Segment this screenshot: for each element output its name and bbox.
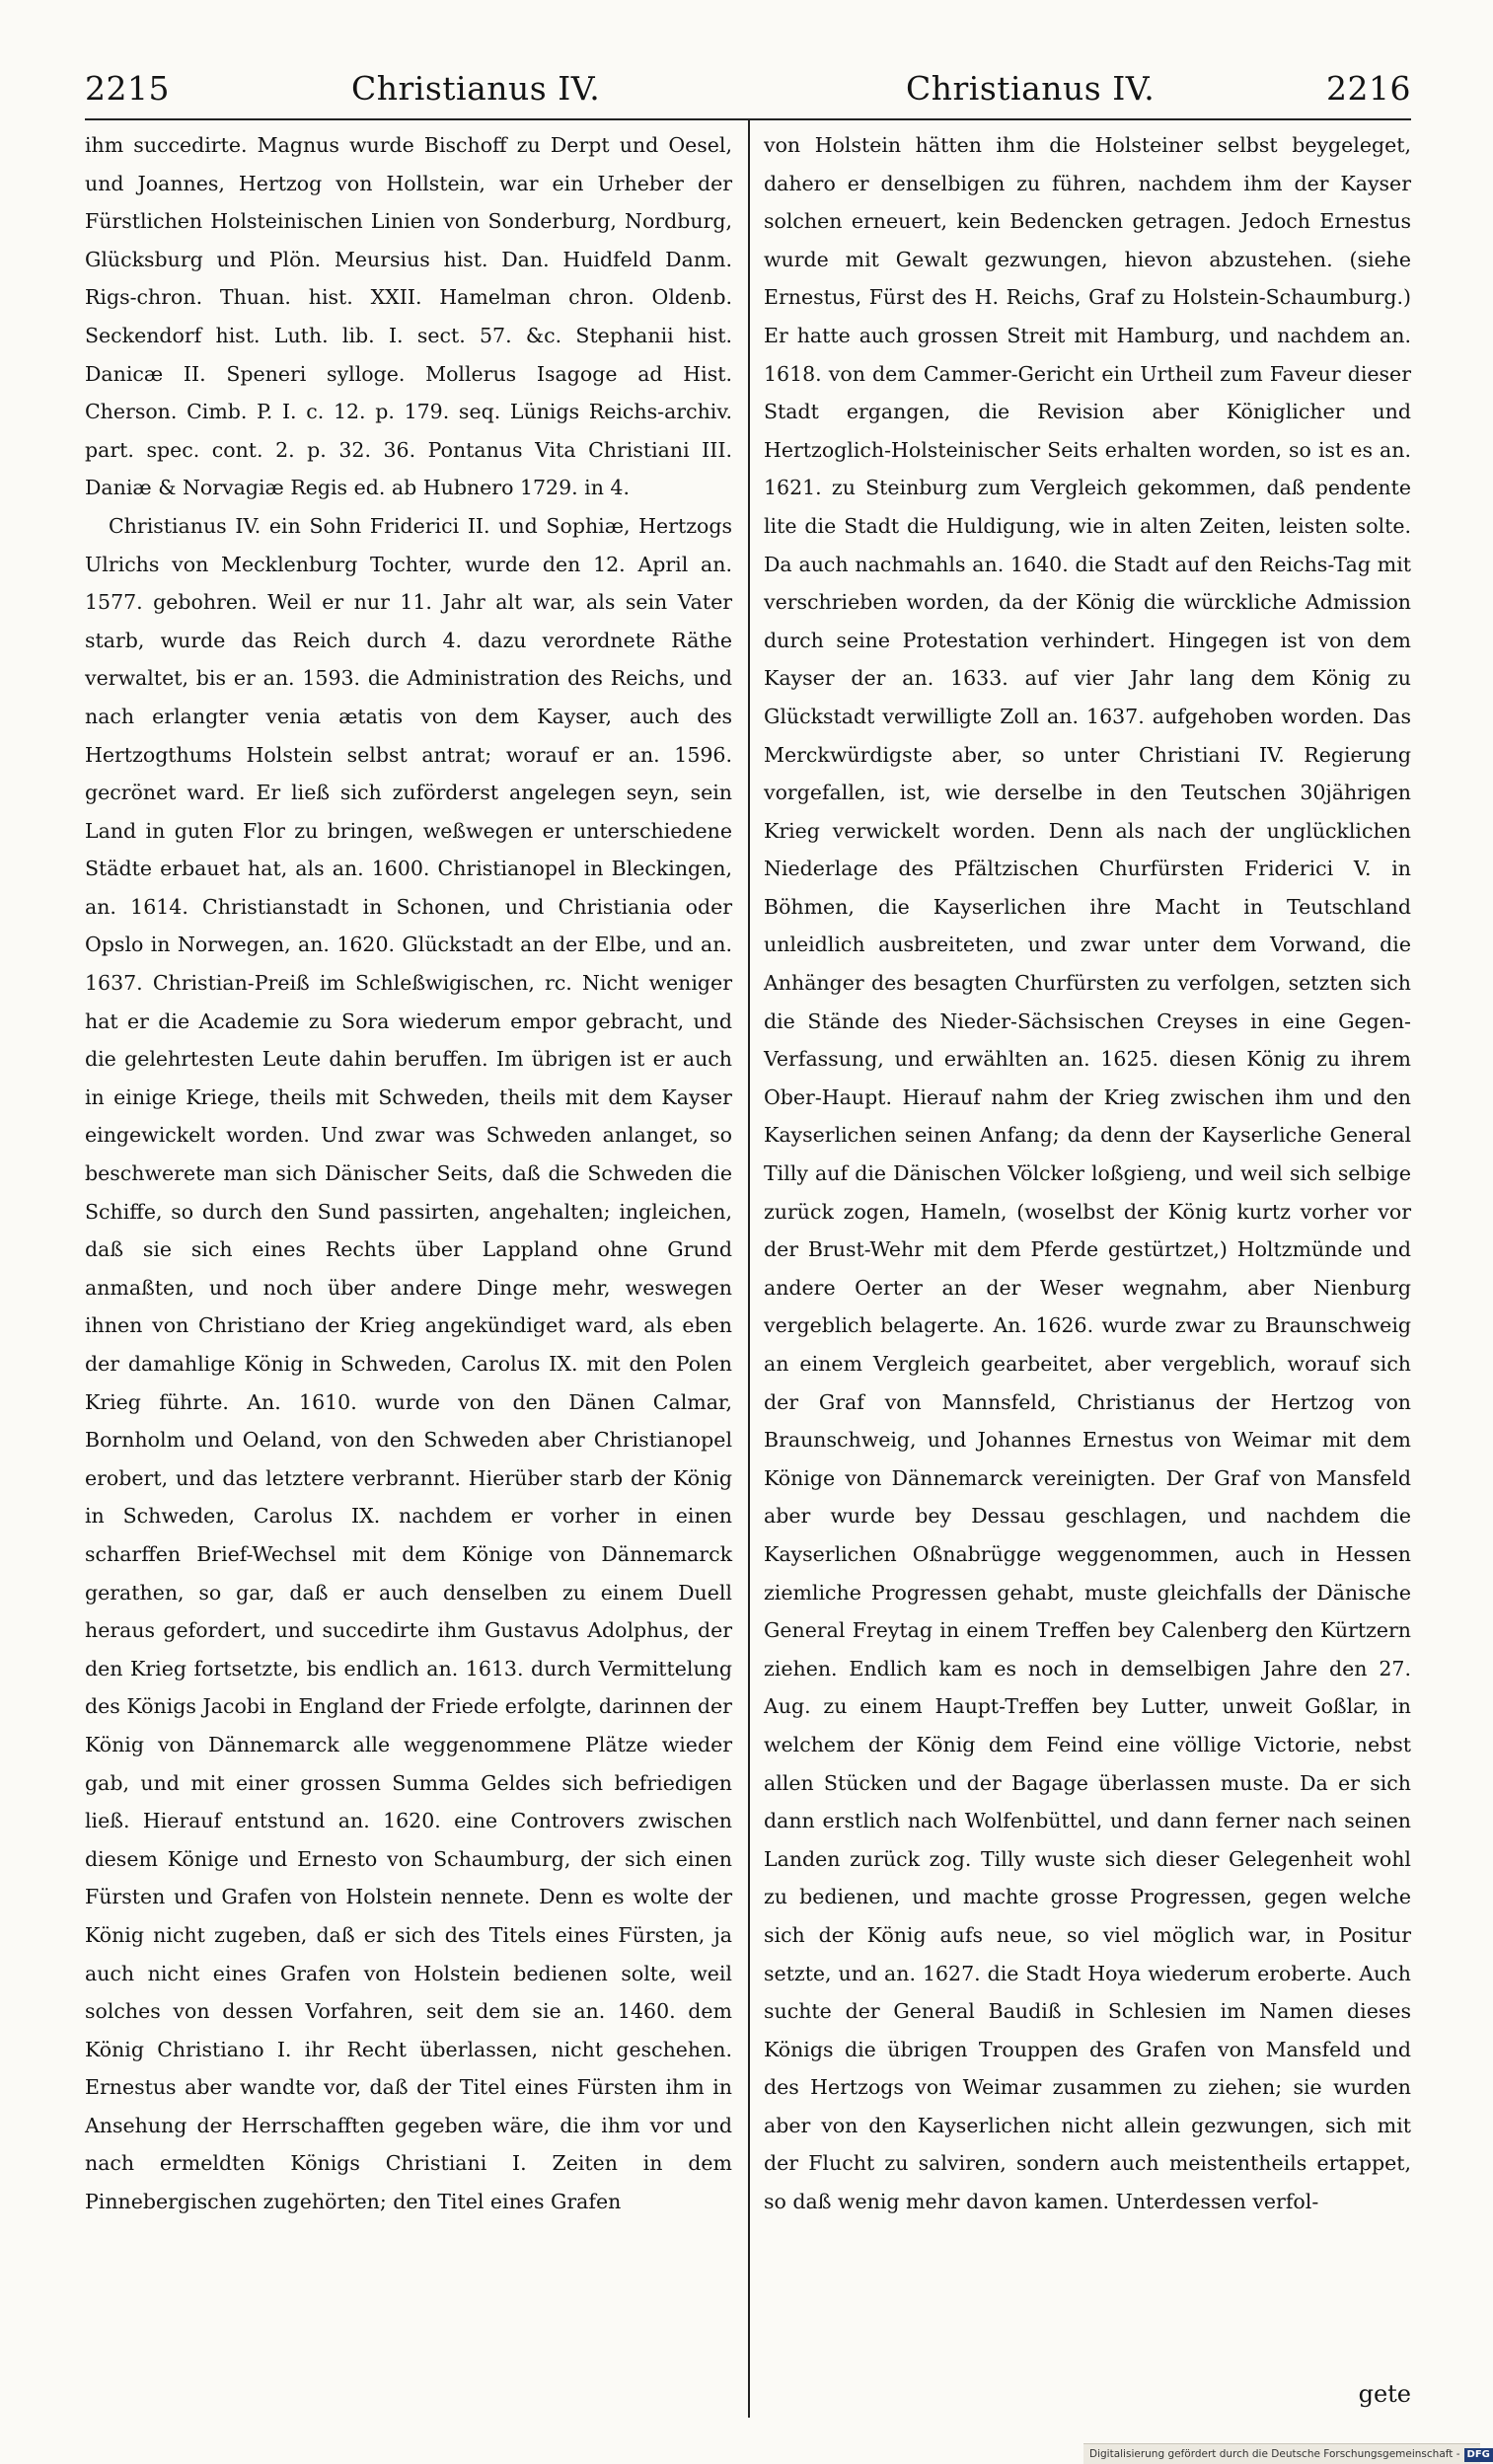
right-column <box>764 126 1411 2221</box>
dfg-logo: DFG <box>1464 2448 1493 2462</box>
left-paragraph-christianus-iv: Christianus IV. ein Sohn Friderici II. und Sophiæ, Hertzogs Ulrichs von Mecklenburg Tochter, wurde den 12. April an. 1577. gebohren. Weil er nur 11. Jahr alt war, als sein Vater starb, wurde das Reich durch 4. dazu verordnete Räthe verwaltet, bis er an. 1593. die Administration des Reichs, und nach erlangter venia ætatis von dem Kayser, auch des Hertzogthums Holstein selbst antrat; worauf er an. 1596. gecrönet ward. Er ließ sich zuförderst angelegen seyn, sein Land in guten Flor zu bringen, weßwegen er unterschiedene Städte erbauet hat, als an. 1600. Christianopel in Bleckingen, an. 1614. Christianstadt in Schonen, und Christiania oder Opslo in Norwegen, an. 1620. Glückstadt an der Elbe, und an. 1637. Christian-Preiß im Schleßwigischen, rc. Nicht weniger hat er die Academie zu Sora wiederum empor gebracht, und die gelehrtesten Leute dahin beruffen. Im übrigen ist er auch in einige Kriege, theils mit Schweden, theils mit dem Kayser eingewickelt worden. Und zwar was Schweden anlanget, so beschwerete man sich Dänischer Seits, daß die Schweden die Schiffe, so durch den Sund passirten, angehalten; ingleichen, daß sie sich eines Rechts über Lappland ohne Grund anmaßten, und noch über andere Dinge mehr, weswegen ihnen von Christiano der Krieg angekündiget ward, als eben der damahlige König in Schweden, Carolus IX. mit den Polen Krieg führte. An. 1610. wurde von den Dänen Calmar, Bornholm und Oeland, von den Schweden aber Christianopel erobert, und das letztere verbrannt. Hierüber starb der König in Schweden, Carolus IX. nachdem er vorher in einen scharffen Brief-Wechsel mit dem Könige von Dännemarck gerathen, so gar, daß er auch denselben zu einem Duell heraus gefordert, und succedirte ihm Gustavus Adolphus, der den Krieg fortsetzte, bis endlich an. 1613. durch Vermittelung des Königs Jacobi in England der Friede erfolgte, darinnen der König von Dännemarck alle weggenommene Plätze wieder gab, und mit einer grossen Summa Geldes sich befriedigen ließ. Hierauf entstund an. 1620. eine Controvers zwischen diesem Könige und Ernesto von Schaumburg, der sich einen Fürsten und Grafen von Holstein nennete. Denn es wolte der König nicht zugeben, daß er sich des Titels eines Fürsten, ja auch nicht eines Grafen von Holstein bedienen solte, weil solches von dessen Vorfahren, seit dem sie an. 1460. dem König Christiano I. ihr Recht überlassen, nicht geschehen. Ernestus aber wandte vor, daß der Titel eines Fürsten ihm in Ansehung der Herrschafften gegeben wäre, die ihm vor und nach ermeldten Königs Christiani I. Zeiten in dem Pinnebergischen zugehörten; den Titel eines Grafen <box>85 513 732 2214</box>
catchword: gete <box>1358 2380 1411 2408</box>
digitization-footer <box>1083 2443 1490 2464</box>
page-number-right: 2216 <box>1326 69 1411 108</box>
footer-text: Digitalisierung gefördert durch die Deutsche Forschungsgemeinschaft - <box>1089 2448 1460 2460</box>
right-paragraph-continued: von Holstein hätten ihm die Holsteiner selbst beygeleget, dahero er denselbigen zu führen, nachdem ihm der Kayser solchen erneuert, kein Bedencken getragen. Jedoch Ernestus wurde mit Gewalt gezwungen, hievon abzustehen. (siehe Ernestus, Fürst des H. Reichs, Graf zu Holstein-Schaumburg.) Er hatte auch grossen Streit mit Hamburg, und nachdem an. 1618. von dem Cammer-Gericht ein Urtheil zum Faveur dieser Stadt ergangen, die Revision aber Königlicher und Hertzoglich-Holsteinischer Seits erhalten worden, so ist es an. 1621. zu Steinburg zum Vergleich gekommen, daß pendente lite die Stadt die Huldigung, wie in alten Zeiten, leisten solte. Da auch nachmahls an. 1640. die Stadt auf den Reichs-Tag mit verschrieben worden, da der König die würckliche Admission durch seine Protestation verhindert. Hingegen ist von dem Kayser der an. 1633. auf vier Jahr lang dem König zu Glückstadt verwilligte Zoll an. 1637. aufgehoben worden. Das Merckwürdigste aber, so unter Christiani IV. Regierung vorgefallen, ist, wie derselbe in den Teutschen 30jährigen Krieg verwickelt worden. Denn als nach der unglücklichen Niederlage des Pfältzischen Churfürsten Friderici V. in Böhmen, die Kayserlichen ihre Macht in Teutschland unleidlich ausbreiteten, und zwar unter dem Vorwand, die Anhänger des besagten Churfürsten zu verfolgen, setzten sich die Stände des Nieder-Sächsischen Creyses in eine Gegen-Verfassung, und erwählten an. 1625. diesen König zu ihrem Ober-Haupt. Hierauf nahm der Krieg zwischen ihm und den Kayserlichen seinen Anfang; da denn der Kayserliche General Tilly auf die Dänischen Völcker loßgieng, und weil sich selbige zurück zogen, Hameln, (woselbst der König kurtz vorher vor der Brust-Wehr mit dem Pferde gestürtzet,) Holtzmünde und andere Oerter an der Weser wegnahm, aber Nienburg vergeblich belagerte. An. 1626. wurde zwar zu Braunschweig an einem Vergleich gearbeitet, aber vergeblich, worauf sich der Graf von Mannsfeld, Christianus der Hertzog von Braunschweig, und Johannes Ernestus von Weimar mit dem Könige von Dännemarck vereinigten. Der Graf von Mansfeld aber wurde bey Dessau geschlagen, und nachdem die Kayserlichen Oßnabrügge weggenommen, auch in Hessen ziemliche Progressen gehabt, muste gleichfalls der Dänische General Freytag in einem Treffen bey Calenberg den Kürtzern ziehen. Endlich kam es noch in demselbigen Jahre den 27. Aug. zu einem Haupt-Treffen bey Lutter, unweit Goßlar, in welchem der König dem Feind eine völlige Victorie, nebst allen Stücken und der Bagage überlassen muste. Da er sich dann erstlich nach Wolfenbüttel, und dann ferner nach seinen Landen zurück zog. Tilly wuste sich dieser Gelegenheit wohl zu bedienen, und machte grosse Progressen, gegen welche sich der König aufs neue, so viel möglich war, in Positur setzte, und an. 1627. die Stadt Hoya wiederum eroberte. Auch suchte der General Baudiß in Schlesien im Namen dieses Königs die übrigen Trouppen des Grafen von Mansfeld und des Hertzogs von Weimar zusammen zu ziehen; sie wurden aber von den Kayserlichen nicht allein gezwungen, sich mit der Flucht zu salviren, sondern auch meistentheils ertappet, so daß wenig mehr davon kamen. Unterdessen verfol- <box>764 133 1411 2214</box>
running-title-left: Christianus IV. <box>351 69 601 108</box>
left-column <box>85 126 732 2221</box>
running-title-right: Christianus IV. <box>906 69 1156 108</box>
page-number-left: 2215 <box>85 69 170 108</box>
left-paragraph-continued: ihm succedirte. Magnus wurde Bischoff zu Derpt und Oesel, und Joannes, Hertzog von Hollstein, war ein Urheber der Fürstlichen Holsteinischen Linien von Sonderburg, Nordburg, Glücksburg und Plön. Meursius hist. Dan. Huidfeld Danm. Rigs-chron. Thuan. hist. XXII. Hamelman chron. Oldenb. Seckendorf hist. Luth. lib. I. sect. 57. &c. Stephanii hist. Danicæ II. Speneri sylloge. Mollerus Isagoge ad Hist. Cherson. Cimb. P. I. c. 12. p. 179. seq. Lünigs Reichs-archiv. part. spec. cont. 2. p. 32. 36. Pontanus Vita Christiani III. Daniæ & Norvagiæ Regis ed. ab Hubnero 1729. in 4. <box>85 133 732 500</box>
column-divider <box>748 118 750 2418</box>
running-header <box>85 69 1411 118</box>
